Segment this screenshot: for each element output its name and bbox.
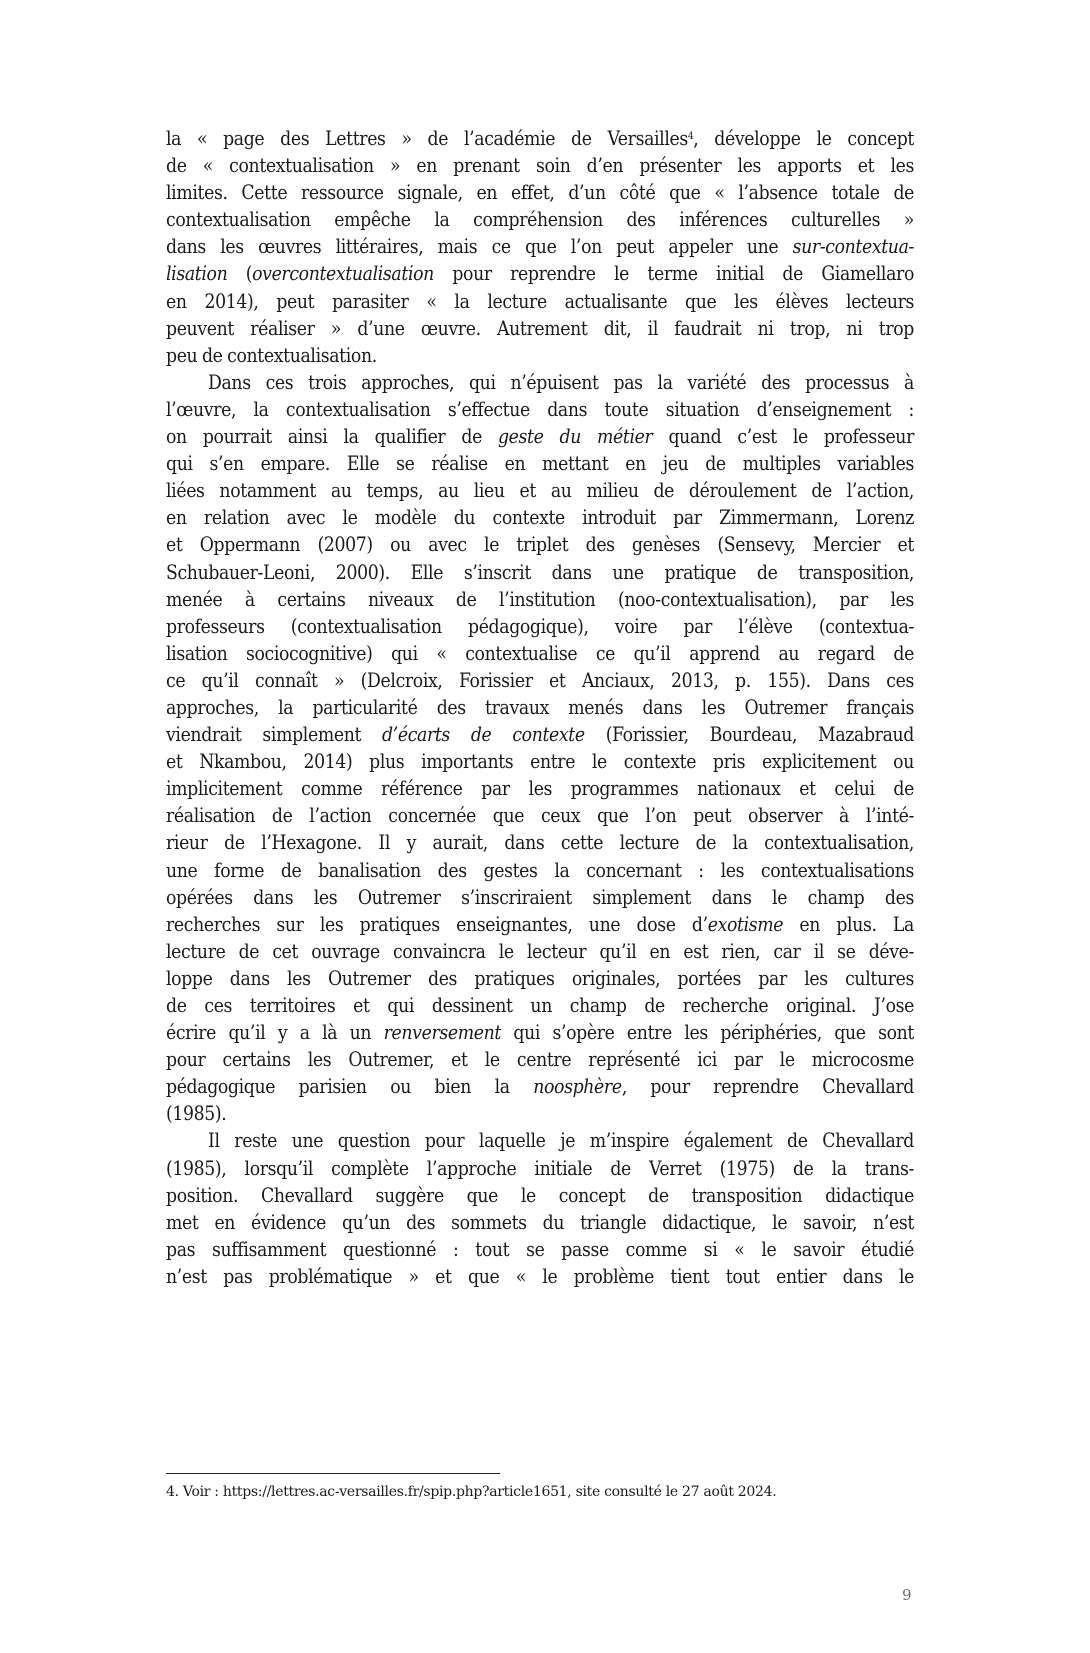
text-line	[166, 1263, 914, 1290]
footnote-text: Voir : https://lettres.ac-versailles.fr/spip.php?article1651, site consulté le 27 août 2024.	[182, 1484, 777, 1500]
page-number: 9	[902, 1586, 912, 1604]
text-run: Il reste une question pour laquelle je m’inspire également de Chevallard	[208, 1129, 914, 1153]
text-line	[166, 559, 914, 586]
text-run: pour reprendre le terme initial de Giamellaro	[433, 262, 914, 286]
text-line	[166, 179, 914, 206]
text-line	[166, 586, 914, 613]
text-line	[166, 423, 914, 450]
italic-text: geste du métier	[497, 425, 653, 449]
text-run: réalisation de l’action concernée que ceux que l’on peut observer à l’inté-	[166, 804, 914, 828]
text-line	[166, 694, 914, 721]
text-run: en plus. La	[783, 912, 914, 936]
text-line	[166, 450, 914, 477]
body-text	[166, 125, 914, 1290]
text-line	[166, 1209, 914, 1236]
text-line	[166, 884, 914, 911]
text-line	[166, 315, 914, 342]
italic-text: d’écarts de contexte	[382, 723, 585, 747]
text-run: lecture de cet ouvrage convaincra le lecteur qu’il en est rien, car il se déve-	[166, 939, 914, 963]
text-line	[166, 1019, 914, 1046]
text-run: qui s’en empare. Elle se réalise en mettant en jeu de multiples variables	[166, 452, 914, 476]
text-line	[166, 992, 914, 1019]
text-line	[166, 775, 914, 802]
text-line	[166, 640, 914, 667]
text-run: la « page des Lettres » de l’académie de Versailles	[166, 127, 688, 150]
text-line	[166, 233, 914, 260]
text-line	[166, 396, 914, 423]
text-run: et Oppermann (2007) ou avec le triplet des genèses (Sensevy, Mercier et	[166, 533, 914, 557]
footnote-separator	[166, 1473, 500, 1474]
text-run: viendrait simplement	[166, 723, 382, 747]
text-run: n’est pas problématique » et que « le problème tient tout entier dans le	[166, 1264, 914, 1288]
paragraph	[166, 369, 914, 1128]
paragraph	[166, 1127, 914, 1290]
text-line	[166, 1182, 914, 1209]
text-line	[166, 613, 914, 640]
text-run: quand c’est le professeur	[652, 425, 914, 449]
text-line	[166, 1046, 914, 1073]
text-line	[166, 152, 914, 179]
text-line	[166, 721, 914, 748]
text-run: (	[227, 262, 253, 286]
text-line	[166, 531, 914, 558]
italic-text: sur-contextua-	[792, 235, 914, 259]
text-line	[166, 288, 914, 315]
text-line	[166, 477, 914, 504]
text-run: Schubauer-Leoni, 2000). Elle s’inscrit dans une pratique de transposition,	[166, 560, 914, 584]
text-run: professeurs (contextualisation pédagogique), voire par l’élève (contextua-	[166, 614, 914, 638]
text-run: opérées dans les Outremer s’inscriraient simplement dans le champ des	[166, 885, 914, 909]
text-run: position. Chevallard suggère que le concept de transposition didactique	[166, 1183, 914, 1207]
text-line	[166, 369, 914, 396]
text-run: implicitement comme référence par les programmes nationaux et celui de	[166, 777, 914, 801]
text-line	[166, 1236, 914, 1263]
paragraph	[166, 125, 914, 369]
text-line	[166, 1073, 914, 1100]
text-run: , pour reprendre Chevallard	[621, 1075, 915, 1099]
text-run: pédagogique parisien ou bien la	[166, 1075, 534, 1099]
text-run: approches, la particularité des travaux menés dans les Outremer français	[166, 695, 914, 719]
text-line	[166, 260, 914, 287]
text-line	[166, 965, 914, 992]
text-line	[166, 857, 914, 884]
footnote-4	[166, 1484, 926, 1500]
text-run: loppe dans les Outremer des pratiques originales, portées par les cultures	[166, 966, 914, 990]
text-line	[166, 206, 914, 233]
text-run: lisation sociocognitive) qui « contextualise ce qu’il apprend au regard de	[166, 641, 914, 665]
text-line	[166, 802, 914, 829]
text-run: (1985), lorsqu’il complète l’approche initiale de Verret (1975) de la trans-	[166, 1156, 914, 1180]
text-run: et Nkambou, 2014) plus importants entre le contexte pris explicitement ou	[166, 750, 914, 774]
text-run: on pourrait ainsi la qualifier de	[166, 425, 498, 449]
text-line	[166, 1155, 914, 1182]
text-run: peuvent réaliser » d’une œuvre. Autrement dit, il faudrait ni trop, ni trop	[166, 316, 914, 340]
text-run: contextualisation empêche la compréhension des inférences culturelles »	[166, 208, 914, 232]
text-run: en relation avec le modèle du contexte introduit par Zimmermann, Lorenz	[166, 506, 914, 530]
text-run: qui s’opère entre les périphéries, que sont	[500, 1021, 914, 1045]
text-run: pas suffisamment questionné : tout se passe comme si « le savoir étudié	[166, 1237, 914, 1261]
text-run: une forme de banalisation des gestes la concernant : les contextualisations	[166, 858, 914, 882]
text-run: (Forissier, Bourdeau, Mazabraud	[584, 723, 914, 747]
text-run: met en évidence qu’un des sommets du triangle didactique, le savoir, n’est	[166, 1210, 914, 1234]
italic-text: renversement	[383, 1021, 501, 1045]
text-line	[166, 667, 914, 694]
text-run: dans les œuvres littéraires, mais ce que l’on peut appeler une	[166, 235, 793, 259]
text-run: peu de contextualisation.	[166, 343, 377, 367]
text-run: écrire qu’il y a là un	[166, 1021, 384, 1045]
text-line	[166, 748, 914, 775]
footnote-number: 4.	[166, 1484, 179, 1500]
italic-text: exotisme	[707, 912, 784, 936]
text-run: ce qu’il connaît » (Delcroix, Forissier et Anciaux, 2013, p. 155). Dans ces	[166, 668, 914, 692]
text-line	[166, 504, 914, 531]
italic-text: lisation	[166, 262, 228, 286]
text-run: limites. Cette ressource signale, en effet, d’un côté que « l’absence totale de	[166, 181, 914, 205]
text-line	[166, 829, 914, 856]
text-run: , développe le concept	[693, 127, 914, 150]
footnote-reference: 4	[687, 131, 694, 142]
text-line	[166, 1127, 914, 1154]
italic-text: noosphère	[533, 1075, 622, 1099]
italic-text: overcontextualisation	[252, 262, 434, 286]
text-run: (1985).	[166, 1102, 227, 1126]
text-run: menée à certains niveaux de l’institution (noo-contextualisation), par les	[166, 587, 914, 611]
text-line	[166, 1100, 914, 1127]
text-line	[166, 911, 914, 938]
text-run: en 2014), peut parasiter « la lecture actualisante que les élèves lecteurs	[166, 289, 914, 313]
text-line	[166, 125, 914, 152]
text-run: liées notamment au temps, au lieu et au milieu de déroulement de l’action,	[166, 479, 914, 503]
text-run: l’œuvre, la contextualisation s’effectue dans toute situation d’enseignement :	[166, 397, 914, 421]
text-run: recherches sur les pratiques enseignantes, une dose d’	[166, 912, 708, 936]
text-run: de ces territoires et qui dessinent un champ de recherche original. J’ose	[166, 994, 914, 1017]
text-run: de « contextualisation » en prenant soin d’en présenter les apports et les	[166, 154, 914, 178]
text-line	[166, 938, 914, 965]
text-run: rieur de l’Hexagone. Il y aurait, dans cette lecture de la contextualisation,	[166, 831, 914, 855]
text-run: pour certains les Outremer, et le centre représenté ici par le microcosme	[166, 1048, 914, 1072]
text-line	[166, 342, 914, 369]
text-run: Dans ces trois approches, qui n’épuisent pas la variété des processus à	[208, 370, 914, 394]
